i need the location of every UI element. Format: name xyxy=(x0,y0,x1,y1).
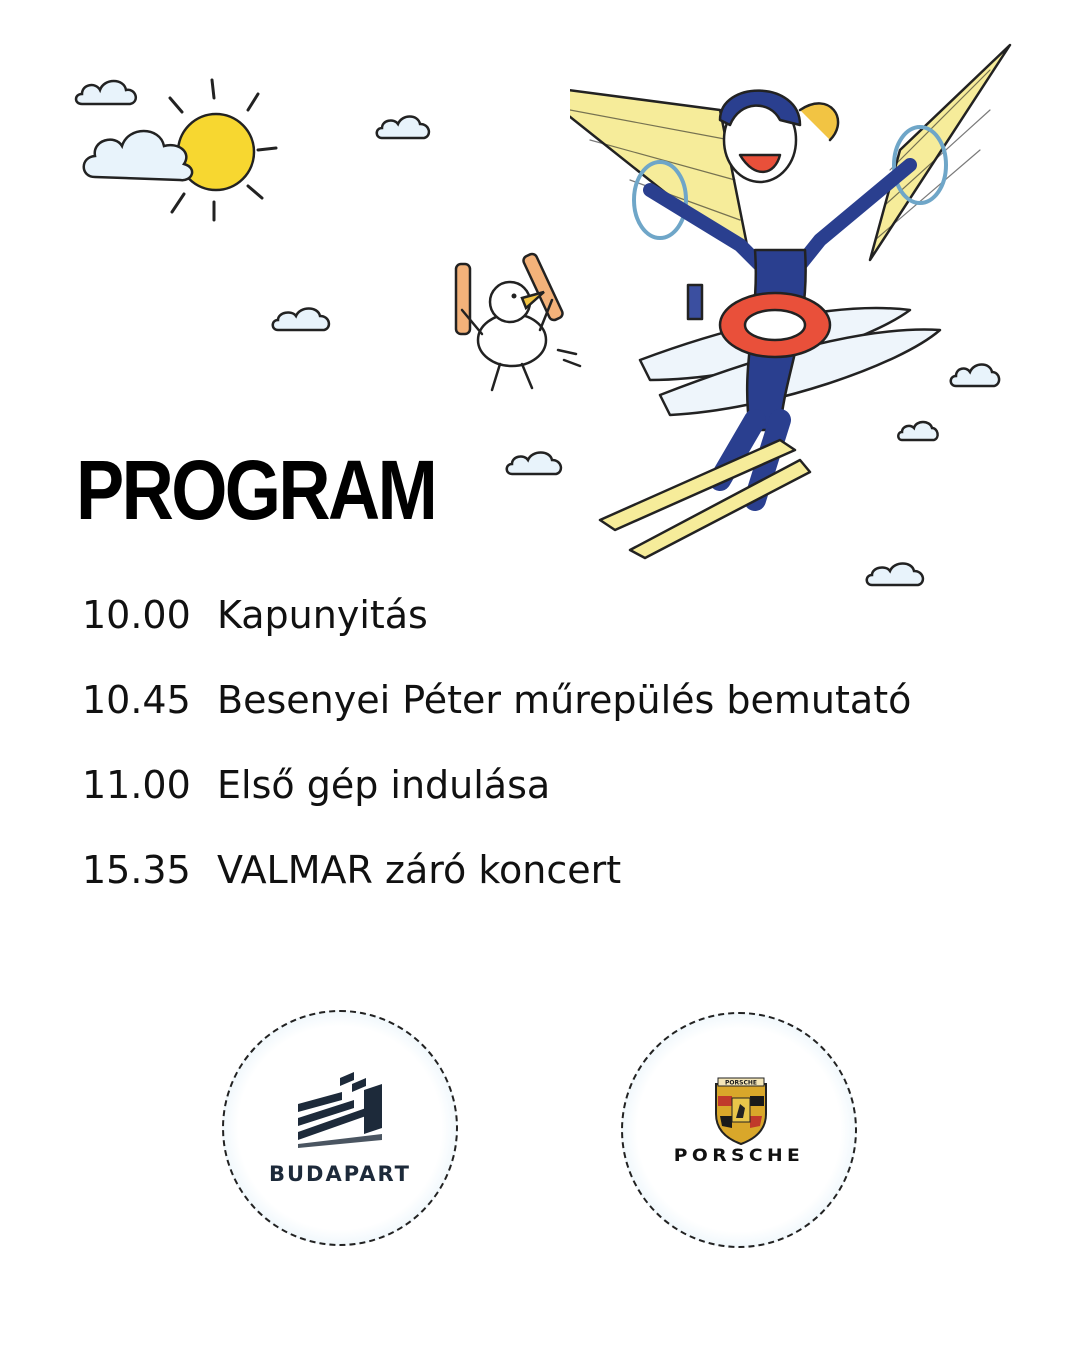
schedule-time: 15.35 xyxy=(82,848,191,892)
sponsor-name-porsche: PORSCHE xyxy=(673,1146,805,1166)
sponsor-badge-porsche xyxy=(621,1012,857,1248)
cloud-icon xyxy=(72,72,142,112)
porsche-crest-icon xyxy=(712,1076,770,1146)
schedule-row xyxy=(82,763,551,807)
schedule-time: 10.45 xyxy=(82,678,191,722)
sponsor-name-budapart: BUDAPART xyxy=(268,1162,411,1186)
cloud-icon xyxy=(374,110,434,144)
cloud-icon xyxy=(864,555,930,591)
schedule-row xyxy=(82,848,622,892)
sponsor-badge-budapart xyxy=(222,1010,458,1246)
pilot-illustration xyxy=(570,30,1030,560)
schedule-event: Első gép indulása xyxy=(217,763,551,807)
schedule-time: 11.00 xyxy=(82,763,191,807)
page-title: PROGRAM xyxy=(76,443,436,537)
schedule-event: VALMAR záró koncert xyxy=(217,848,622,892)
budapart-logo-icon xyxy=(292,1070,388,1150)
cloud-icon xyxy=(80,112,200,192)
porsche-crest-text: PORSCHE xyxy=(725,1079,757,1087)
schedule-row xyxy=(82,593,428,637)
schedule-event: Kapunyitás xyxy=(217,593,428,637)
schedule-event: Besenyei Péter műrepülés bemutató xyxy=(217,678,912,722)
schedule-time: 10.00 xyxy=(82,593,191,637)
schedule-row xyxy=(82,678,912,722)
cloud-icon xyxy=(270,300,336,336)
cloud-icon xyxy=(504,448,566,480)
